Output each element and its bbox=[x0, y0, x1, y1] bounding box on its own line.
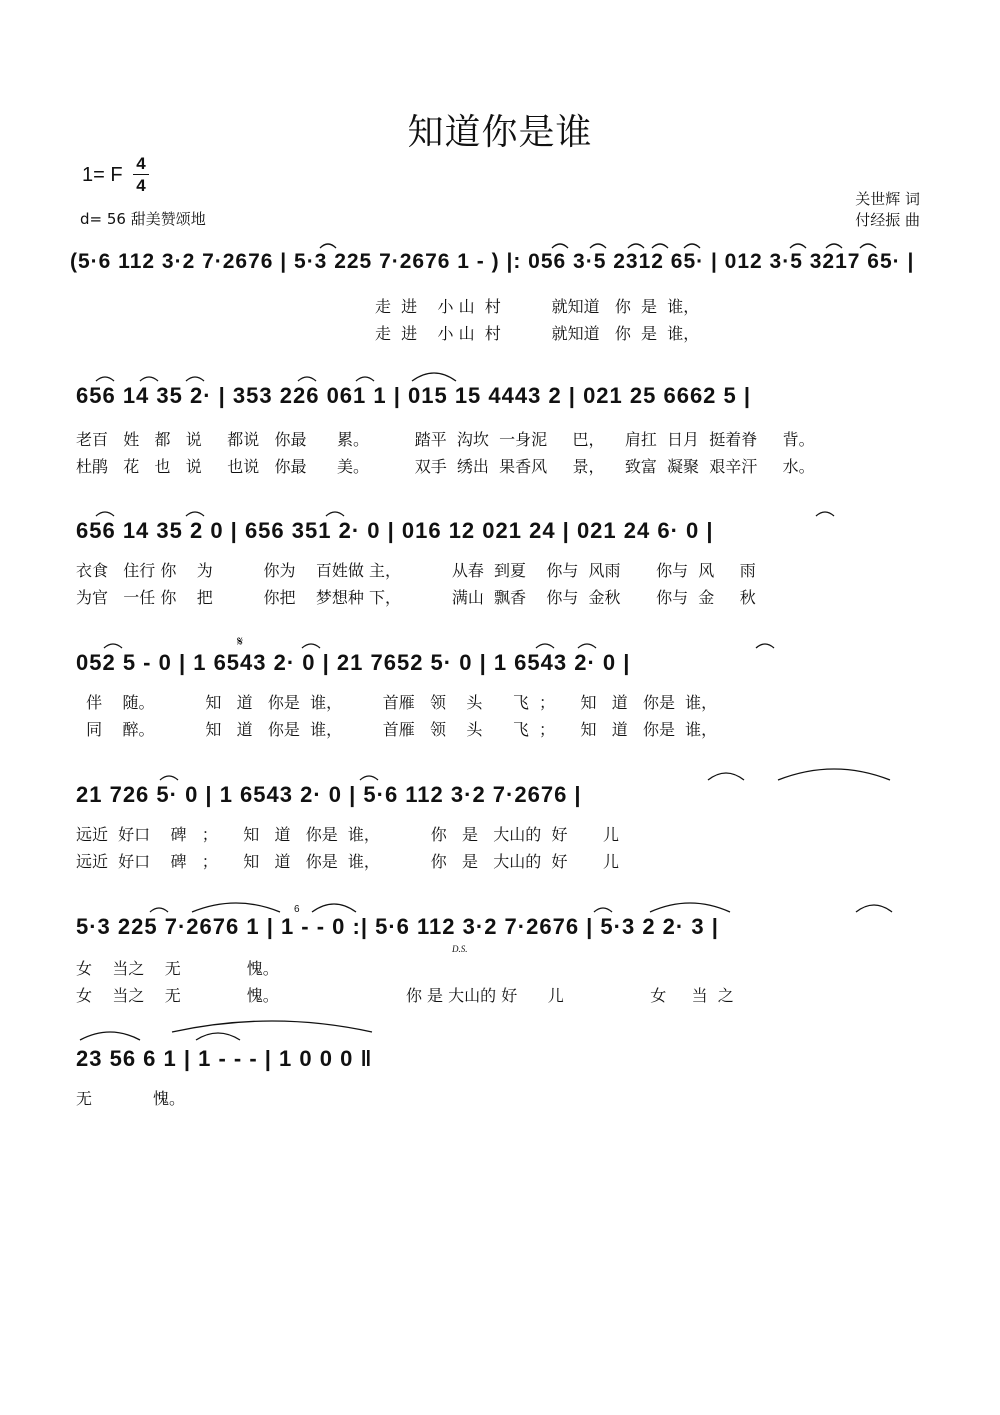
slur-mark bbox=[186, 377, 204, 381]
slur-mark bbox=[650, 903, 730, 912]
slur-mark bbox=[96, 377, 114, 381]
time-signature bbox=[133, 154, 149, 195]
slur-mark bbox=[186, 512, 204, 516]
slur-mark bbox=[356, 377, 374, 381]
meter-divider bbox=[133, 174, 149, 175]
slur-mark bbox=[826, 244, 842, 248]
slur-mark bbox=[140, 377, 158, 381]
tempo-marking: d= 56 甜美赞颂地 bbox=[80, 210, 206, 228]
notation-line: (5·6 112 3·2 7·2676 | 5·3 225 7·2676 1 - ) |: 056 3·5 2312 65· | 012 3·5 3217 65· | bbox=[70, 250, 915, 273]
lyric-line-1: 衣食 住行 你 为 你为 百姓做 主， 从春 到夏 你与 风雨 你与 风 雨 bbox=[76, 561, 756, 580]
slur-mark bbox=[412, 373, 456, 381]
notation-line: 052 5 - 0 | 1 6543 2· 0 | 21 7652 5· 0 | 1 6543 2· 0 | bbox=[76, 650, 631, 675]
slur-mark bbox=[652, 244, 668, 248]
meter-top: 4 bbox=[136, 154, 146, 173]
grace-note: 6 bbox=[294, 904, 300, 915]
slur-mark bbox=[552, 244, 568, 248]
lyric-line-2: 远近 好口 碑 ； 知 道 你是 谁， 你 是 大山的 好 儿 bbox=[76, 852, 620, 871]
lyric-line-1: 无 愧。 bbox=[76, 1089, 186, 1108]
slur-mark bbox=[298, 377, 316, 381]
page-title: 知道你是谁 bbox=[407, 112, 593, 153]
notation-line: 656 14 35 2· | 353 226 061 1 | 015 15 4443 2 | 021 25 6662 5 | bbox=[76, 383, 752, 408]
slur-mark bbox=[756, 644, 774, 648]
slur-mark bbox=[790, 244, 806, 248]
slur-mark bbox=[360, 776, 378, 780]
slur-mark bbox=[80, 1032, 140, 1040]
lyric-line-1: 女 当之 无 愧。 bbox=[76, 959, 279, 978]
slur-mark bbox=[816, 512, 834, 516]
notation-line: 21 726 5· 0 | 1 6543 2· 0 | 5·6 112 3·2 7·2676 | bbox=[76, 782, 582, 807]
slur-mark bbox=[104, 644, 122, 648]
lyricist-credit: 关世辉 词 bbox=[855, 190, 920, 208]
notation-line: 5·3 225 7·2676 1 | 1 - - 0 :| 5·6 112 3·2 7·2676 | 5·3 2 2· 3 | bbox=[76, 914, 719, 939]
slur-mark bbox=[578, 644, 596, 648]
meter-bottom: 4 bbox=[136, 176, 146, 195]
notation-line: 23 56 6 1 | 1 - - - | 1 0 0 0 ‖ bbox=[76, 1046, 373, 1071]
slur-mark bbox=[856, 905, 892, 912]
lyric-line-2: 杜鹃 花 也 说 也说 你最 美。 双手 绣出 果香风 景， 致富 凝聚 艰辛汗 水。 bbox=[76, 457, 815, 476]
slur-mark bbox=[192, 903, 280, 912]
slur-mark bbox=[160, 776, 178, 780]
notation-line: 656 14 35 2 0 | 656 351 2· 0 | 016 12 021 24 | 021 24 6· 0 | bbox=[76, 518, 714, 543]
slur-mark bbox=[320, 244, 336, 248]
slur-mark bbox=[96, 512, 114, 516]
slur-mark bbox=[150, 908, 168, 912]
slur-mark bbox=[708, 773, 744, 780]
slur-mark bbox=[628, 244, 644, 248]
composer-credit: 付经振 曲 bbox=[855, 211, 920, 229]
lyric-line-2: 走 进 小 山 村 就知道 你 是 谁， bbox=[80, 324, 700, 343]
ds-marking: D.S. bbox=[452, 944, 468, 954]
slur-mark bbox=[302, 644, 320, 648]
lyric-line-2: 女 当之 无 愧。 你 是 大山的 好 儿 女 当 之 bbox=[76, 986, 734, 1005]
slur-mark bbox=[536, 644, 554, 648]
slur-mark bbox=[860, 244, 876, 248]
lyric-line-1: 远近 好口 碑 ； 知 道 你是 谁， 你 是 大山的 好 儿 bbox=[76, 825, 620, 844]
slur-mark bbox=[172, 1021, 372, 1032]
slur-mark bbox=[312, 904, 356, 912]
key-signature: 1= F bbox=[82, 164, 123, 186]
lyric-line-2: 为官 一任 你 把 你把 梦想种 下， 满山 飘香 你与 金秋 你与 金 秋 bbox=[76, 588, 756, 607]
slur-mark bbox=[326, 512, 344, 516]
slur-mark bbox=[684, 244, 700, 248]
slur-mark bbox=[590, 244, 606, 248]
lyric-line-1: 伴 随。 知 道 你是 谁， 首雁 领 头 飞 ； 知 道 你是 谁， bbox=[76, 693, 718, 712]
lyric-line-2: 同 醉。 知 道 你是 谁， 首雁 领 头 飞 ； 知 道 你是 谁， bbox=[76, 720, 718, 739]
slur-mark bbox=[778, 769, 890, 780]
lyric-line-1: 走 进 小 山 村 就知道 你 是 谁， bbox=[80, 297, 700, 316]
lyric-line-1: 老百 姓 都 说 都说 你最 累。 踏平 沟坎 一身泥 巴， 肩扛 日月 挺着脊 背。 bbox=[76, 430, 815, 449]
segno-sign: 𝄋 bbox=[237, 634, 244, 650]
slur-mark bbox=[196, 1033, 240, 1040]
slur-mark bbox=[594, 908, 612, 912]
